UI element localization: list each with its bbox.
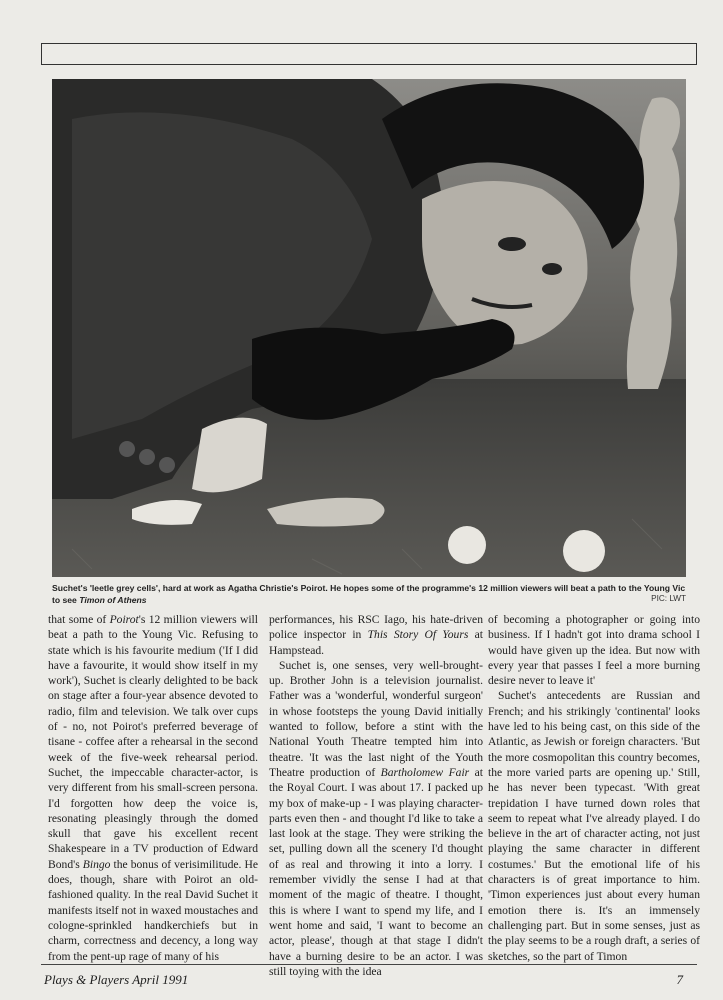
page-number: 7 [676, 972, 683, 987]
italic-title: This Story Of Yours [367, 628, 469, 642]
article-column-1 [48, 612, 258, 964]
header-rule-box [41, 43, 697, 65]
article-paragraph: performances, his RSC Iago, his hate-driven police inspector in This Story Of Yours at Hampstead. [269, 613, 484, 657]
article-column-2 [269, 612, 483, 979]
article-paragraph: of becoming a photographer or going into business. If I hadn't got into drama school I would have given up the idea. But now with every year that passes I feel a more burning desire never to leave it' [488, 613, 700, 688]
article-paragraph: Suchet is, one senses, very well-brought-up. Brother John is a television journalist. Father was a 'wonderful, wonderful surgeon' in whose footsteps the young David initially wanted to follow, before a stint with the National Youth Theatre tempted him into theatre. 'It was the last night of the Youth Theatre production of Bartholomew Fair at the Royal Court. I was about 17. I packed up my box of make-up - I was playing character-parts even then - and thought I'd like to take a last look at the stage. They were striking the set, pulling down all the scenery I'd thought of as real and throwing it into a lorry. I remember vividly the sense I had at that moment of the magic of theatre. I thought, this is where I want to spend my life, and I went home and said, 'I want to become an actor, please', though at that stage I didn't have a burning desire to be an actor. I was still toying with the idea [269, 658, 484, 978]
photo-credit: PIC: LWT [651, 594, 686, 603]
footer-rule [41, 964, 697, 965]
italic-title: Bartholomew Fair [380, 765, 470, 779]
article-paragraph: Suchet's antecedents are Russian and French; and his strikingly 'continental' looks have led to his being cast, on this side of the Atlantic, as Jewish or foreign characters. 'But the more cosmopolitan this country becomes, the more varied parts are opening up.' Still, he has never been typecast. 'With great trepidation I have turned down roles that seem to repeat what I've already played. I do believe in the art of character acting, not just playing the same character in different costumes.' But the emotional life of his characters is of great importance to him. 'Timon experiences just about every human emotion there is. It's an immensely challenging part. But in some senses, just as the play seems to be a rough draft, a series of sketches, so the part of Timon [488, 689, 700, 963]
caption-title: Timon of Athens [79, 595, 147, 605]
poirot-photo [52, 79, 686, 577]
italic-title: Bingo [82, 857, 111, 871]
photo-caption [52, 582, 686, 606]
photo-illustration [52, 79, 686, 577]
caption-text: Suchet's 'leetle grey cells', hard at work as Agatha Christie's Poirot. He hopes some of the programme's 12 million viewers will beat a path to the Young Vic to see [52, 583, 686, 605]
article-column-3 [488, 612, 700, 964]
italic-title: Poirot [109, 613, 139, 626]
article-paragraph: that some of Poirot's 12 million viewers will beat a path to the Young Vic. Refusing to state which is his favourite medium ('If I did have a favourite, it would show itself in my work'), Suchet is clearly delighted to be back on stage after a four-year absence devoted to radio, film and television. We talk over cups of - no, not Poirot's preferred beverage of tisane - coffee after a rehearsal in the second week of the five-week rehearsal period. Suchet, the impeccable character-actor, is very different from his small-screen persona. I'd forgotten how deep the voice is, resonating pleasingly through the domed skull that gave his excellent recent Shakespeare in a TV production of Edward Bond's Bingo the bonus of verisimilitude. He does, though, share with Poirot an old-fashioned quality. In the real David Suchet it manifests itself not in waxed moustaches and cologne-sprinkled handkerchiefs but in charm, correctness and decency, a long way from the pent-up rage of many of his [48, 613, 258, 963]
publication-credit: Plays & Players April 1991 [44, 972, 189, 987]
